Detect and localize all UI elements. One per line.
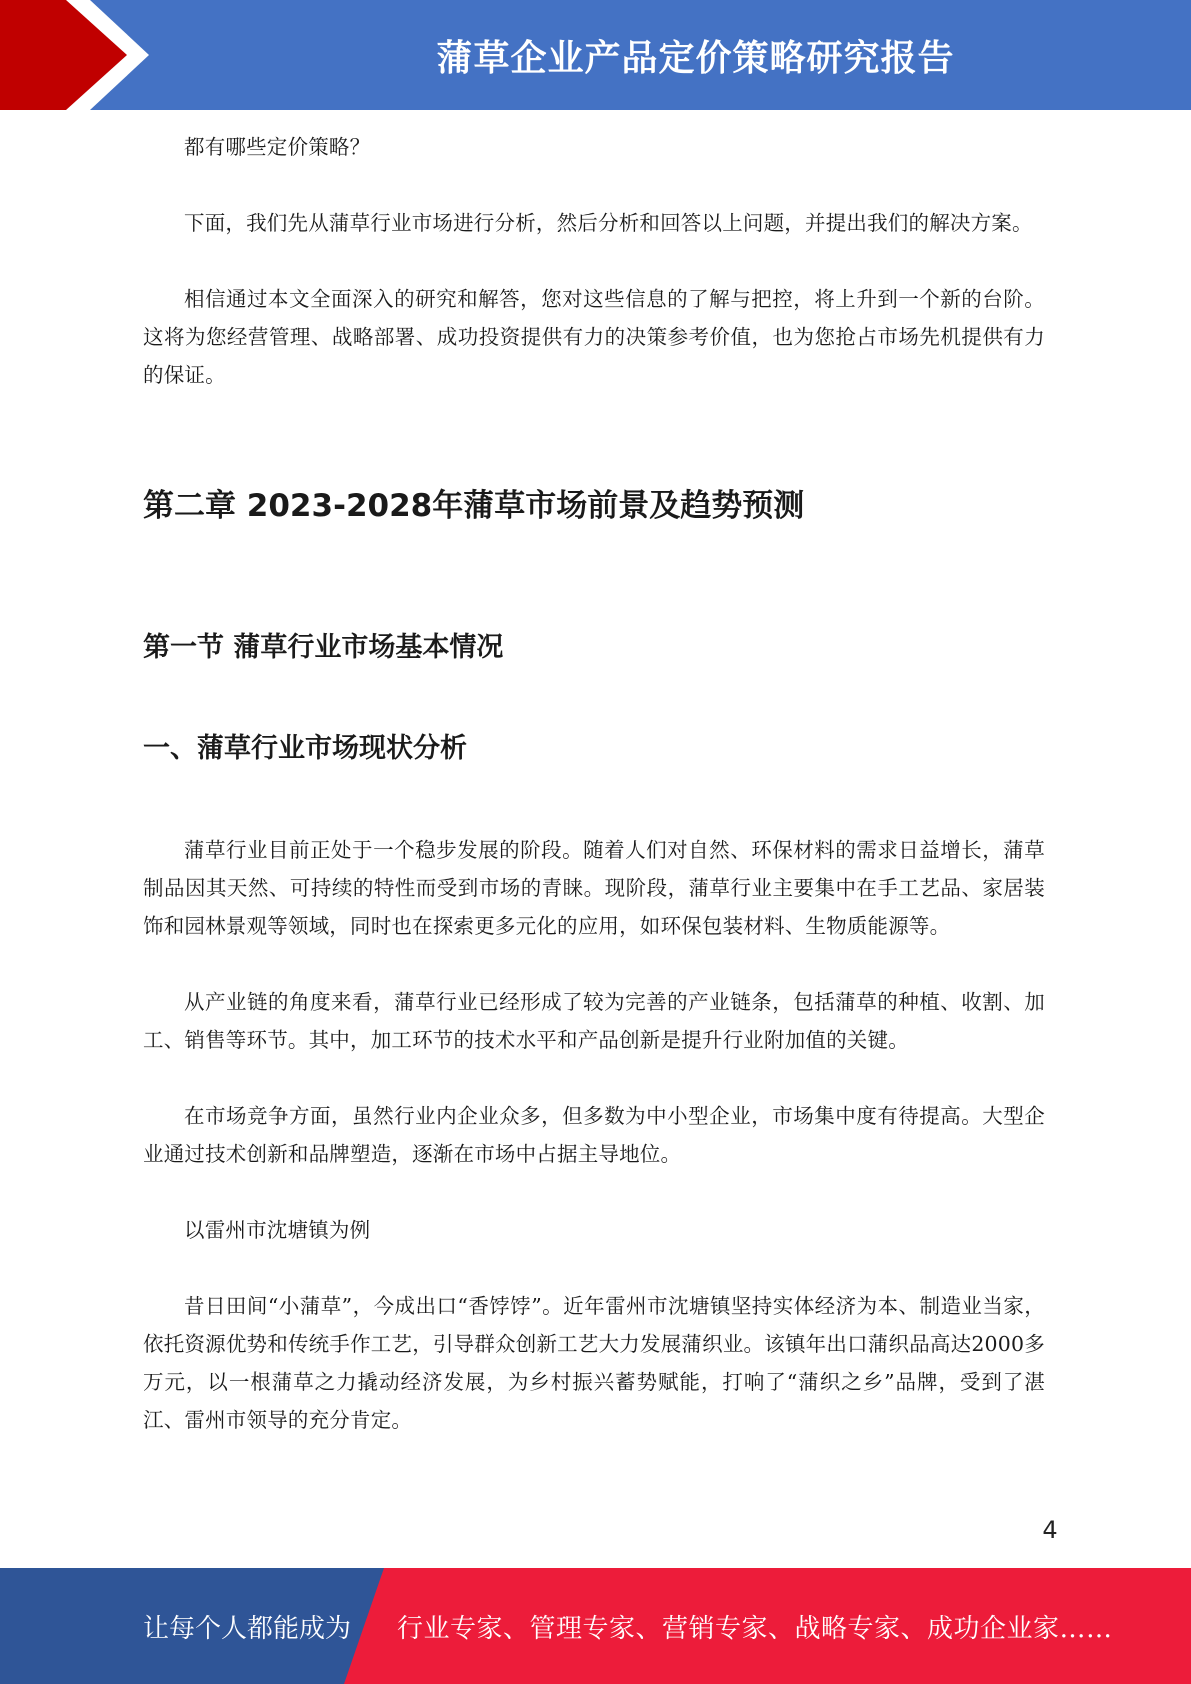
subsection-title: 一、蒲草行业市场现状分析 xyxy=(143,733,467,764)
header-band xyxy=(0,0,1191,110)
paragraph: 以雷州市沈塘镇为例 xyxy=(184,1218,371,1242)
footer-band xyxy=(0,1568,1191,1684)
paragraph: 昔日田间“小蒲草”，今成出口“香饽饽”。近年雷州市沈塘镇坚持实体经济为本、制造业当家，依托资源优势和传统手作工艺，引导群众创新工艺大力发展蒲织业。该镇年出口蒲织品高达2000多万元，以一根蒲草之力撬动经济发展，为乡村振兴蓄势赋能，打响了“蒲织之乡”品牌，受到了湛江、雷州市领导的充分肯定。 xyxy=(143,1294,1045,1432)
footer-slogan-left: 让每个人都能成为 xyxy=(143,1613,352,1644)
section-title: 第一节 蒲草行业市场基本情况 xyxy=(143,632,504,663)
paragraph: 相信通过本文全面深入的研究和解答，您对这些信息的了解与把控，将上升到一个新的台阶。这将为您经营管理、战略部署、成功投资提供有力的决策参考价值，也为您抢占市场先机提供有力的保证。 xyxy=(143,287,1045,387)
report-title: 蒲草企业产品定价策略研究报告 xyxy=(436,37,955,79)
header-arrow-icon xyxy=(0,0,160,110)
paragraph: 在市场竞争方面，虽然行业内企业众多，但多数为中小型企业，市场集中度有待提高。大型企业通过技术创新和品牌塑造，逐渐在市场中占据主导地位。 xyxy=(143,1104,1045,1166)
paragraph: 蒲草行业目前正处于一个稳步发展的阶段。随着人们对自然、环保材料的需求日益增长，蒲草制品因其天然、可持续的特性而受到市场的青睐。现阶段，蒲草行业主要集中在手工艺品、家居装饰和园林景观等领域，同时也在探索更多元化的应用，如环保包装材料、生物质能源等。 xyxy=(143,838,1045,938)
paragraph: 都有哪些定价策略？ xyxy=(184,135,371,159)
page-number: 4 xyxy=(1042,1516,1058,1544)
page-content xyxy=(143,128,1045,1439)
paragraph: 下面，我们先从蒲草行业市场进行分析，然后分析和回答以上问题，并提出我们的解决方案。 xyxy=(184,211,1033,235)
chapter-title: 第二章 2023-2028年蒲草市场前景及趋势预测 xyxy=(143,488,805,524)
footer-slogan-right: 行业专家、管理专家、营销专家、战略专家、成功企业家…… xyxy=(397,1613,1113,1644)
paragraph: 从产业链的角度来看，蒲草行业已经形成了较为完善的产业链条，包括蒲草的种植、收割、加工、销售等环节。其中，加工环节的技术水平和产品创新是提升行业附加值的关键。 xyxy=(143,990,1045,1052)
